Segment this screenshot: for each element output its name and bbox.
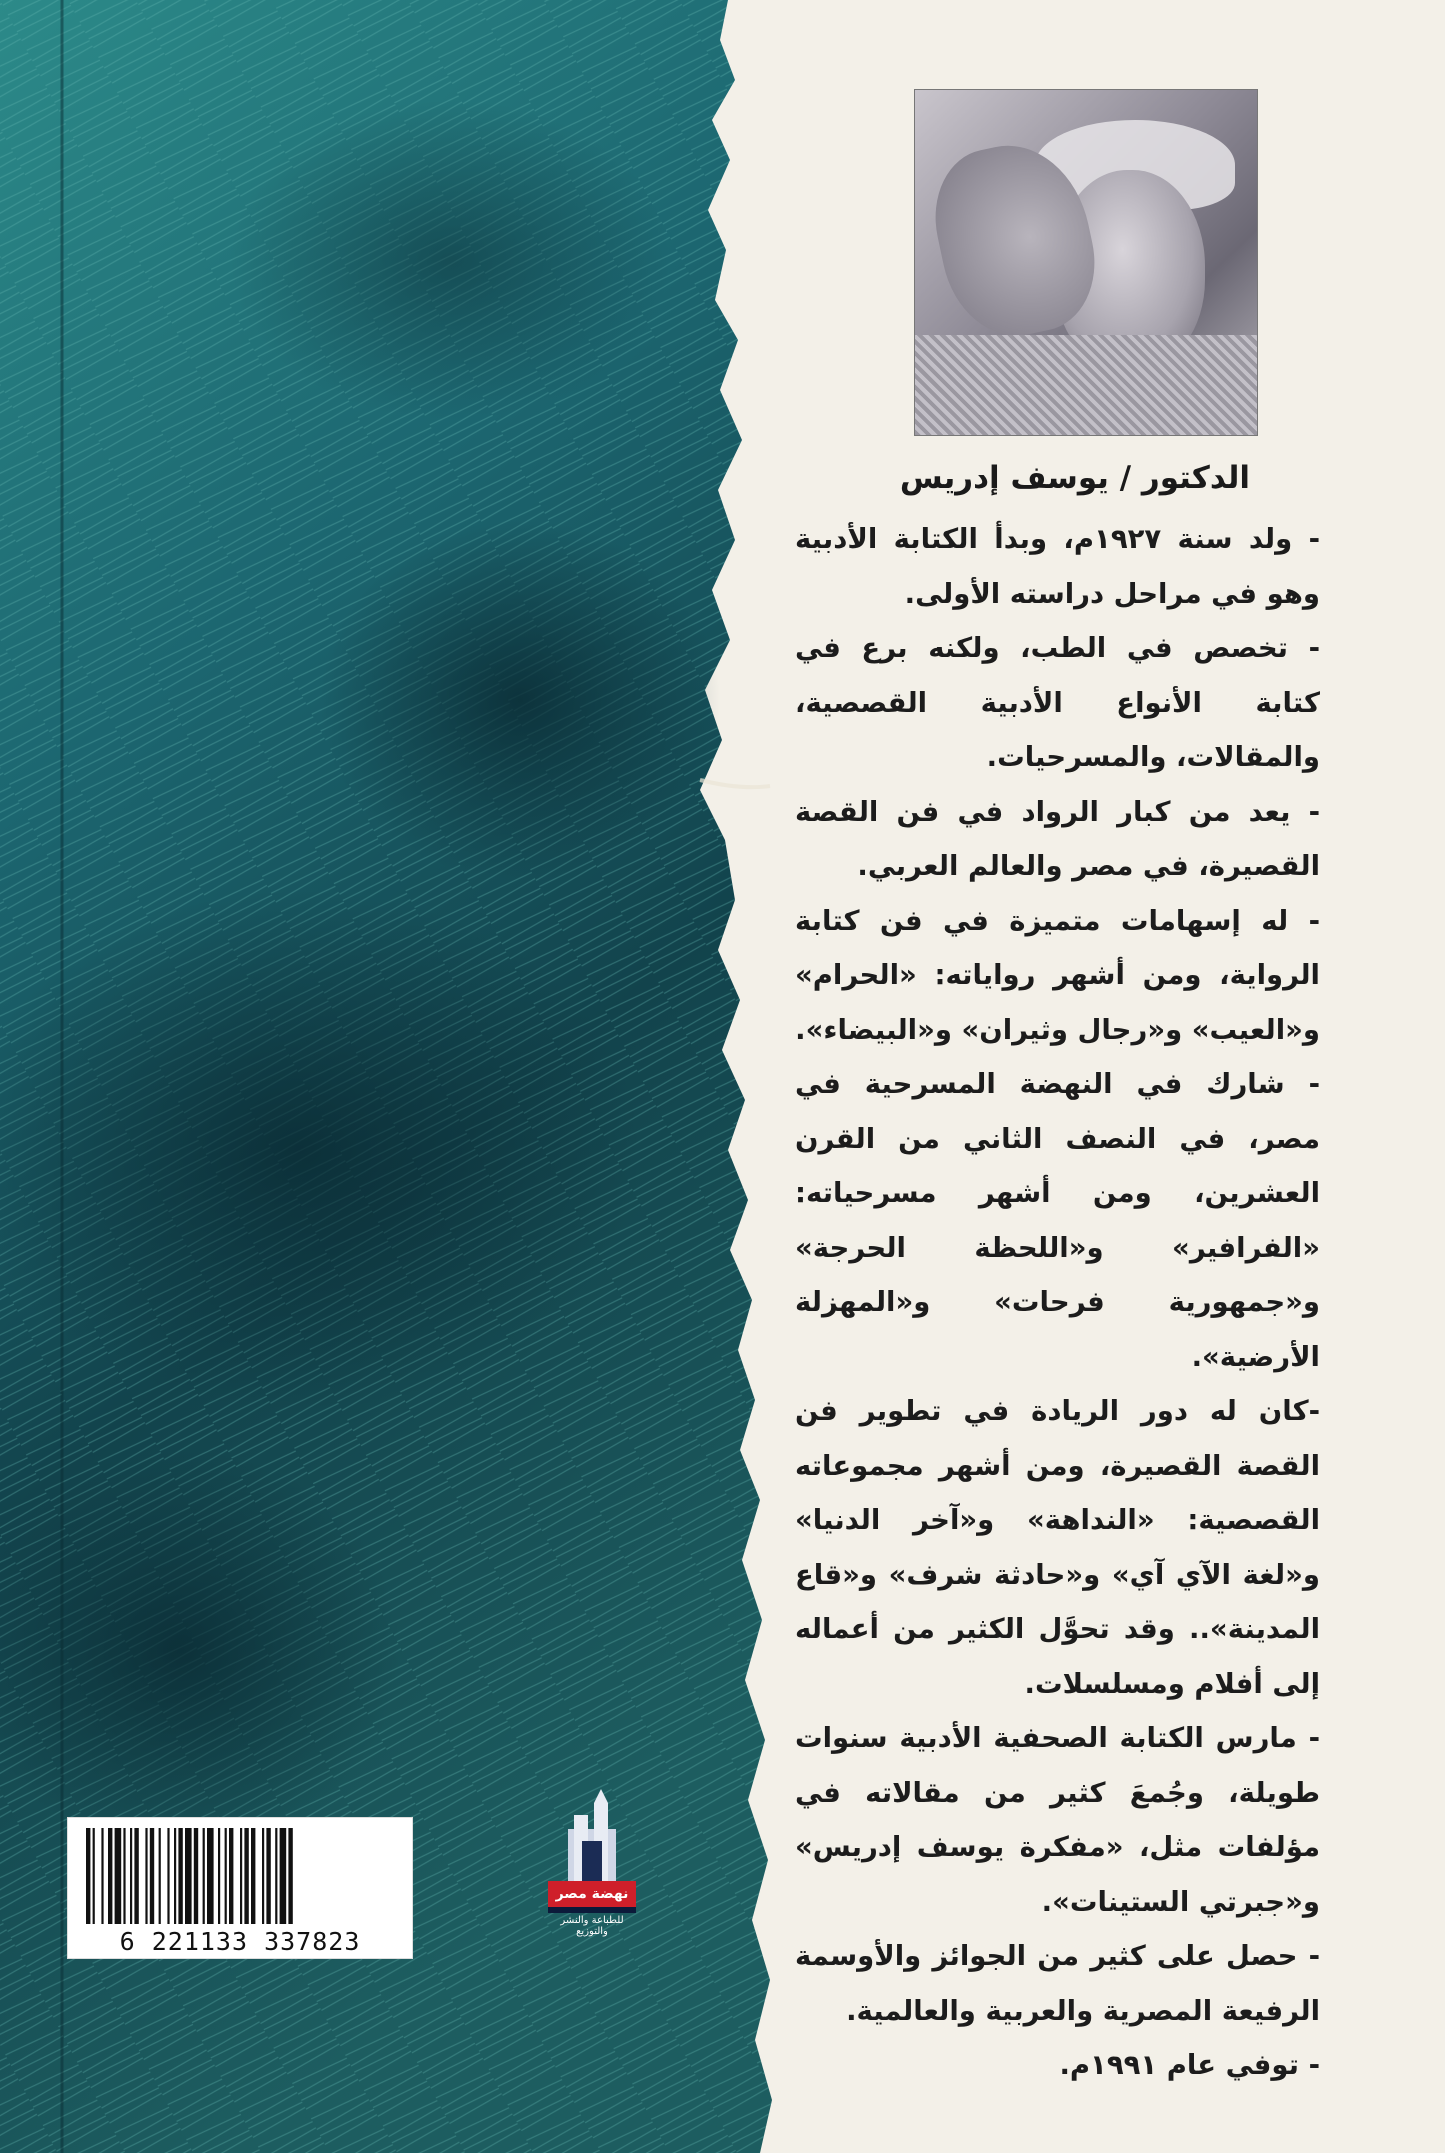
barcode-bar: [134, 1828, 138, 1924]
barcode-bar: [108, 1828, 112, 1924]
publisher-logo: [548, 1785, 636, 1985]
barcode-bar: [280, 1828, 287, 1924]
bio-line: - حصل على كثير من الجوائز والأوسمة الرفيعة المصرية والعربية والعالمية.: [795, 1940, 1320, 2027]
barcode-bar: [288, 1828, 292, 1924]
publisher-emblem-icon: [564, 1785, 620, 1883]
barcode-bar: [225, 1828, 227, 1924]
barcode-bar: [115, 1828, 122, 1924]
bio-line: - له إسهامات متميزة في فن كتابة الرواية، ومن أشهر رواياته: «الحرام» و«العيب» و«رجال وثيران» و«البيضاء».: [795, 904, 1320, 1046]
barcode-bar: [174, 1828, 176, 1924]
barcode-bar: [207, 1828, 214, 1924]
barcode-bar: [123, 1828, 125, 1924]
barcode-bar: [101, 1828, 103, 1924]
barcode-bar: [194, 1828, 198, 1924]
barcode-bar: [244, 1828, 248, 1924]
bio-line: - شارك في النهضة المسرحية في مصر، في النصف الثاني من القرن العشرين، ومن أشهر مسرحياته: «الفرافير» و«اللحظة الحرجة» و«جمهورية فرحات» و«المهزلة الأرضية».: [795, 1068, 1320, 1373]
barcode-bar: [229, 1828, 233, 1924]
barcode-bar: [240, 1828, 242, 1924]
bio-line: - يعد من كبار الرواد في فن القصة القصيرة، في مصر والعالم العربي.: [795, 795, 1320, 882]
author-bio: [795, 512, 1320, 2093]
bio-line: - ولد سنة ١٩٢٧م، وبدأ الكتابة الأدبية وهو في مراحل دراسته الأولى.: [795, 523, 1320, 610]
barcode-bar: [150, 1828, 154, 1924]
barcode-bar: [218, 1828, 220, 1924]
barcode-bar: [266, 1828, 270, 1924]
bio-line: -كان له دور الريادة في تطوير فن القصة القصيرة، ومن أشهر مجموعاته القصصية: «النداهة» و«آخر الدنيا» و«لغة الآي آي» و«حادثة شرف» و«قاع المدينة».. وقد تحوَّل الكثير من أعماله إلى أفلام ومسلسلات.: [795, 1395, 1320, 1700]
barcode-bar: [262, 1828, 264, 1924]
bio-line: - توفي عام ١٩٩١م.: [1059, 2049, 1320, 2081]
publisher-name: نهضة مصر: [548, 1881, 636, 1907]
barcode-bar: [86, 1828, 90, 1924]
barcode-bar: [251, 1828, 255, 1924]
barcode-bar: [130, 1828, 132, 1924]
publisher-tagline: للطباعة والنشر والتوزيع: [560, 1915, 624, 1937]
photo-shirt: [915, 335, 1257, 435]
barcode-bar: [203, 1828, 205, 1924]
bio-line: - مارس الكتابة الصحفية الأدبية سنوات طويلة، وجُمعَ كثير من مقالاته في مؤلفات مثل، «مفكرة يوسف إدريس» و«جبرتي الستينات».: [795, 1722, 1320, 1918]
publisher-stripe: [548, 1907, 636, 1913]
barcode-bar: [275, 1828, 277, 1924]
barcode-bar: [145, 1828, 147, 1924]
bio-line: - تخصص في الطب، ولكنه برع في كتابة الأنواع الأدبية القصصية، والمقالات، والمسرحيات.: [795, 632, 1320, 773]
barcode-bar: [185, 1828, 192, 1924]
barcode-bar: [159, 1828, 161, 1924]
barcode-bars: [68, 1818, 412, 1930]
author-heading: الدكتور / يوسف إدريس: [899, 460, 1250, 496]
barcode-bar: [93, 1828, 95, 1924]
barcode-digits: 6 221133 337823: [119, 1927, 361, 1956]
author-photo: [915, 90, 1257, 435]
isbn-barcode: [68, 1818, 412, 1958]
barcode-bar: [167, 1828, 169, 1924]
barcode-bar: [178, 1828, 182, 1924]
